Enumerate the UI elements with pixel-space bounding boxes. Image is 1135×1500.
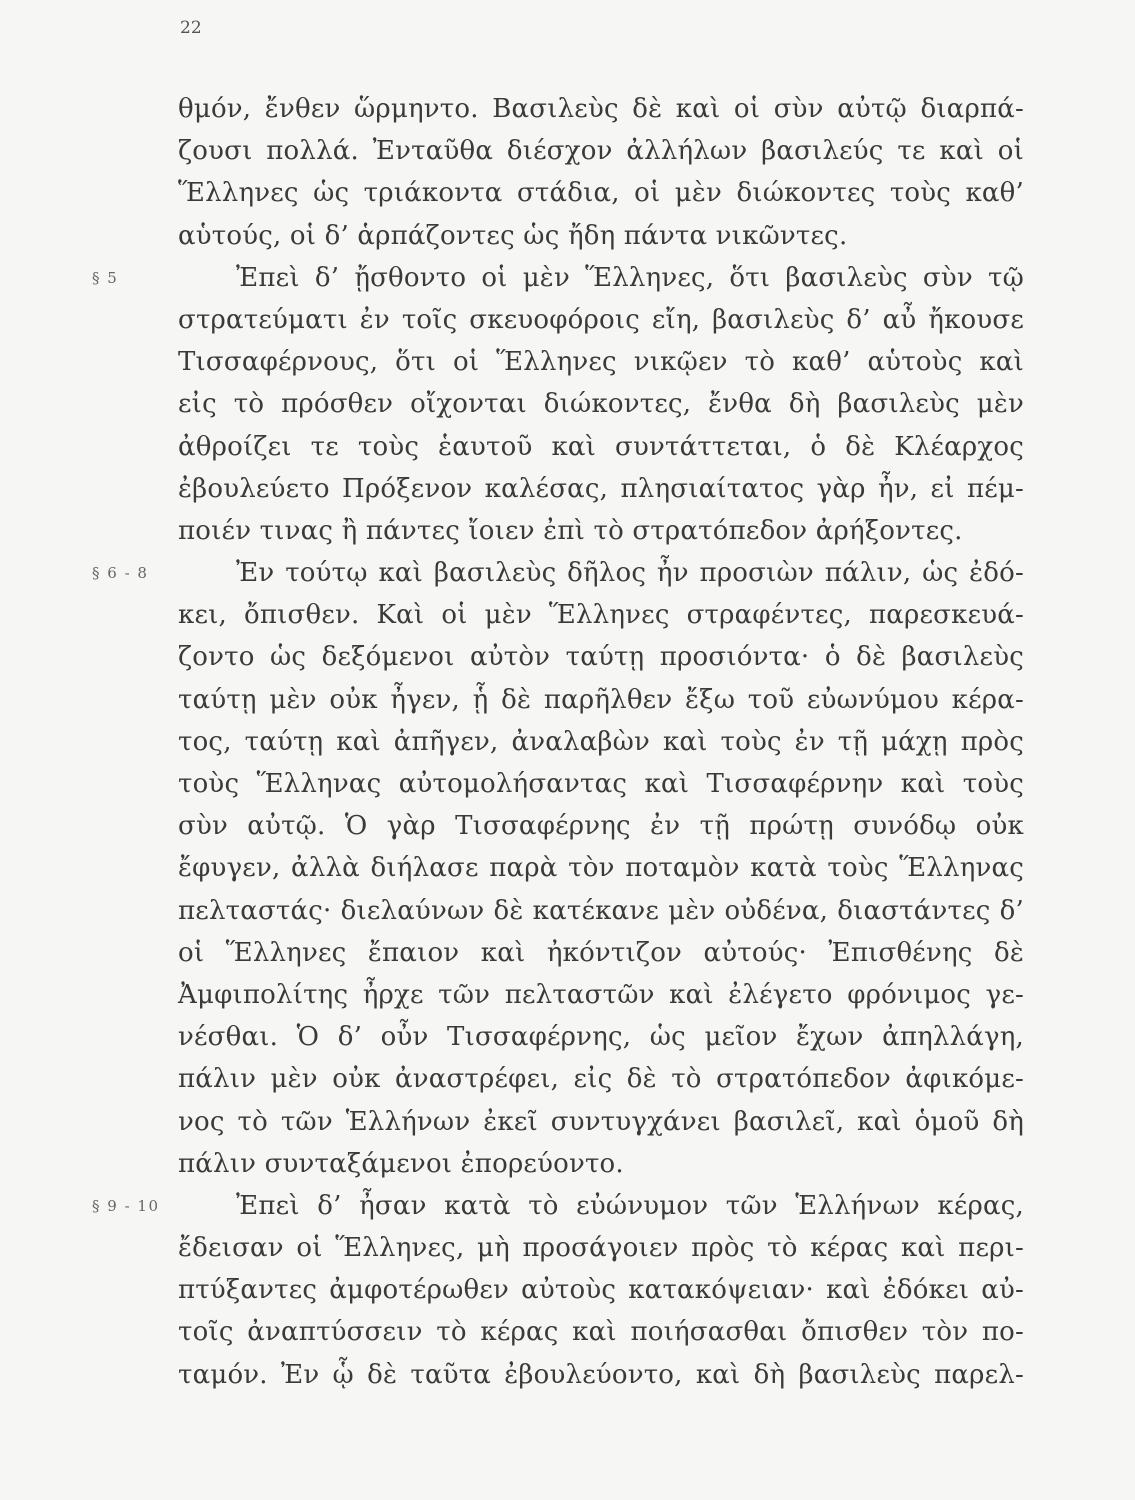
text-line: στρατεύματι ἐν τοῖς σκευοφόροις εἴη, βασιλεὺς δ’ αὖ ἤκουσε [178, 304, 1024, 335]
line-text: Ἐν τούτῳ καὶ βασιλεὺς δῆλος ἦν προσιὼν πάλιν, ὡς ἐδό- [236, 558, 1024, 589]
text-body [92, 88, 1024, 1396]
text-line: Ἀμφιπολίτης ἦρχε τῶν πελταστῶν καὶ ἐλέγετο φρόνιμος γε- [178, 979, 1024, 1010]
text-line: τος, ταύτῃ καὶ ἀπῆγεν, ἀναλαβὼν καὶ τοὺς ἐν τῇ μάχῃ πρὸς [178, 726, 1024, 757]
text-line: ἐβουλεύετο Πρόξενον καλέσας, πλησιαίτατος γὰρ ἦν, εἰ πέμ- [178, 473, 1024, 504]
text-line: τοὺς Ἕλληνας αὐτομολήσαντας καὶ Τισσαφέρνην καὶ τοὺς [178, 769, 1024, 799]
text-line: ἀθροίζει τε τοὺς ἑαυτοῦ καὶ συντάττεται, ὁ δὲ Κλέαρχος [178, 431, 1024, 462]
text-line: νος τὸ τῶν Ἑλλήνων ἐκεῖ συντυγχάνει βασιλεῖ, καὶ ὁμοῦ δὴ [178, 1106, 1024, 1137]
text-line: αὑτούς, οἱ δ’ ἁρπάζοντες ὡς ἤδη πάντα νικῶντες. [178, 220, 848, 251]
section-marker: § 6 - 8 [92, 564, 149, 583]
text-line: πάλιν συνταξάμενοι ἐπορεύοντο. [178, 1148, 624, 1179]
text-line: οἱ Ἕλληνες ἔπαιον καὶ ἠκόντιζον αὐτούς· Ἐπισθένης δὲ [178, 937, 1024, 968]
text-line: ζουσι πολλά. Ἐνταῦθα διέσχον ἀλλήλων βασιλεύς τε καὶ οἱ [178, 136, 1024, 167]
section-marker: § 5 [92, 268, 119, 287]
text-line: Ἕλληνες ὡς τριάκοντα στάδια, οἱ μὲν διώκοντες τοὺς καθ’ [178, 178, 1024, 209]
text-line: ἔδεισαν οἱ Ἕλληνες, μὴ προσάγοιεν πρὸς τὸ κέρας καὶ περι- [178, 1233, 1024, 1264]
text-line: πάλιν μὲν οὐκ ἀναστρέφει, εἰς δὲ τὸ στρατόπεδον ἀφικόμε- [178, 1064, 1024, 1095]
text-line: Τισσαφέρνους, ὅτι οἱ Ἕλληνες νικῷεν τὸ καθ’ αὑτοὺς καὶ [178, 347, 1024, 378]
line-text: Ἐπεὶ δ’ ἦσαν κατὰ τὸ εὐώνυμον τῶν Ἑλλήνων κέρας, [236, 1190, 1024, 1221]
text-line: ταμόν. Ἐν ᾧ δὲ ταῦτα ἐβουλεύοντο, καὶ δὴ βασιλεὺς παρελ- [178, 1359, 1024, 1390]
text-line: νέσθαι. Ὁ δ’ οὖν Τισσαφέρνης, ὡς μεῖον ἔχων ἀπηλλάγη, [178, 1022, 1024, 1053]
text-line: ζοντο ὡς δεξόμενοι αὐτὸν ταύτῃ προσιόντα· ὁ δὲ βασιλεὺς [178, 642, 1024, 673]
text-line: σὺν αὐτῷ. Ὁ γὰρ Τισσαφέρνης ἐν τῇ πρώτῃ συνόδῳ οὐκ [178, 811, 1024, 842]
text-line: πτύξαντες ἀμφοτέρωθεν αὐτοὺς κατακόψειαν· καὶ ἐδόκει αὐ- [178, 1275, 1024, 1306]
text-line [92, 552, 1024, 594]
line-text: Ἐπεὶ δ’ ᾔσθοντο οἱ μὲν Ἕλληνες, ὅτι βασιλεὺς σὺν τῷ [236, 262, 1024, 293]
text-line: ταύτῃ μὲν οὐκ ἦγεν, ᾗ δὲ παρῆλθεν ἔξω τοῦ εὐωνύμου κέρα- [178, 684, 1024, 715]
text-line: κει, ὄπισθεν. Καὶ οἱ μὲν Ἕλληνες στραφέντες, παρεσκευά- [178, 600, 1024, 631]
text-line: εἰς τὸ πρόσθεν οἴχονται διώκοντες, ἔνθα δὴ βασιλεὺς μὲν [178, 389, 1024, 420]
text-line: ποιέν τινας ἢ πάντες ἴοιεν ἐπὶ τὸ στρατόπεδον ἀρήξοντες. [178, 515, 963, 546]
section-marker: § 9 - 10 [92, 1196, 160, 1215]
text-line: θμόν, ἔνθεν ὥρμηντο. Βασιλεὺς δὲ καὶ οἱ σὺν αὐτῷ διαρπά- [178, 94, 1024, 124]
text-line: ἔφυγεν, ἀλλὰ διήλασε παρὰ τὸν ποταμὸν κατὰ τοὺς Ἕλληνας [178, 853, 1024, 884]
text-line: τοῖς ἀναπτύσσειν τὸ κέρας καὶ ποιήσασθαι ὄπισθεν τὸν πο- [178, 1317, 1024, 1348]
page-number: 22 [180, 18, 202, 38]
text-line [92, 257, 1024, 299]
text-line: πελταστάς· διελαύνων δὲ κατέκανε μὲν οὐδένα, διαστάντες δ’ [178, 895, 1024, 926]
text-line [92, 1185, 1024, 1227]
